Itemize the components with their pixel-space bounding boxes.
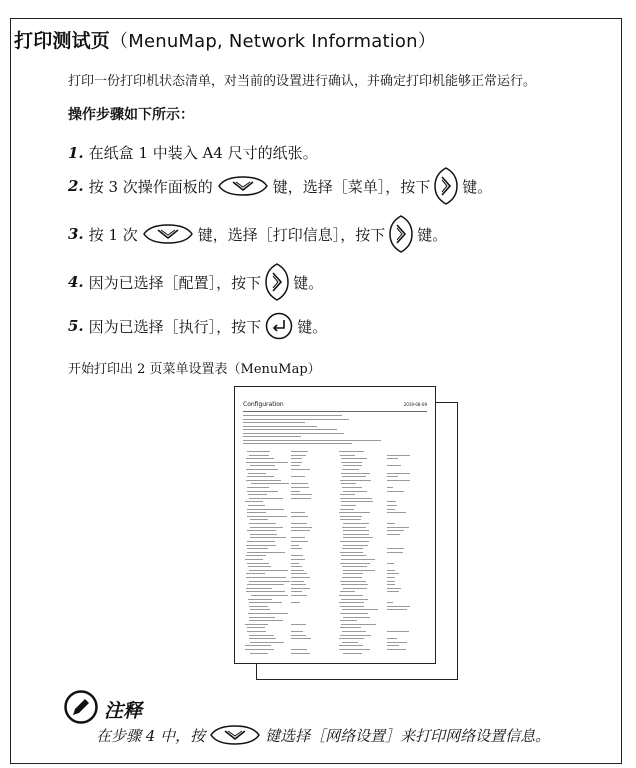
note-title: 注释: [104, 700, 143, 722]
sample-text-line: [291, 523, 307, 524]
page-title: 打印测试页（MenuMap, Network Information）: [14, 30, 436, 52]
sample-text-line: [340, 606, 364, 607]
sample-text-line: [246, 591, 285, 592]
sample-text-line: [343, 570, 375, 571]
sample-text-line: [343, 588, 367, 589]
sample-text-line: [342, 527, 366, 528]
sample-text-line: [250, 642, 284, 643]
step-2: 2. 按 3 次操作面板的 键，选择［菜单］，按下 键。: [68, 166, 492, 206]
sample-date: 2019-08-09: [403, 402, 427, 407]
sample-text-line: [291, 653, 310, 654]
sample-text-line: [339, 649, 370, 650]
sample-text-line: [247, 509, 284, 510]
intro-text: 打印一份打印机状态清单，对当前的设置进行确认，并确定打印机能够正常运行。: [68, 74, 537, 89]
sample-text-line: [387, 645, 399, 646]
sample-text-line: [243, 415, 342, 416]
sample-text-line: [387, 476, 398, 477]
sample-text-line: [341, 624, 376, 625]
sample-text-line: [247, 627, 265, 628]
sample-text-line: [387, 512, 406, 513]
sample-text-line: [342, 631, 366, 632]
sample-text-line: [340, 509, 354, 510]
sample-text-line: [247, 631, 266, 632]
sample-text-line: [291, 545, 299, 546]
sample-text-line: [246, 469, 278, 470]
enter-key-icon: [265, 312, 293, 340]
sample-text-line: [243, 436, 301, 437]
sample-text-line: [387, 548, 404, 549]
sample-text-line: [340, 552, 363, 553]
sample-text-line: [291, 527, 312, 528]
right-arrow-key-icon: [264, 262, 290, 302]
sample-text-line: [340, 613, 368, 614]
sample-text-line: [291, 649, 307, 650]
sample-text-line: [291, 530, 310, 531]
sample-text-line: [343, 491, 367, 492]
right-arrow-key-icon: [388, 214, 414, 254]
sample-text-line: [250, 519, 268, 520]
sample-text-line: [291, 581, 304, 582]
procedure-heading: 操作步骤如下所示：: [68, 107, 194, 123]
sample-text-line: [248, 505, 265, 506]
sample-text-line: [340, 519, 361, 520]
sample-text-line: [249, 606, 268, 607]
sample-text-line: [245, 559, 263, 560]
sample-text-line: [291, 487, 309, 488]
sample-text-line: [387, 563, 394, 564]
sample-text-line: [291, 512, 305, 513]
sample-text-line: [340, 620, 357, 621]
sample-rule: [243, 411, 427, 412]
sample-text-line: [291, 624, 306, 625]
note-text: 在步骤 4 中，按 键选择［网络设置］来打印网络设置信息。: [96, 724, 550, 746]
sample-text-line: [248, 473, 266, 474]
sample-text-line: [291, 577, 310, 578]
sample-text-line: [342, 577, 362, 578]
sample-text-line: [387, 501, 396, 502]
sample-text-line: [250, 537, 286, 538]
sample-text-line: [291, 451, 308, 452]
down-arrow-key-icon: [209, 724, 261, 746]
sample-text-line: [291, 563, 299, 564]
sample-text-line: [343, 617, 370, 618]
sample-text-line: [387, 473, 410, 474]
sample-text-line: [291, 631, 303, 632]
sample-text-line: [387, 577, 395, 578]
sample-text-line: [291, 635, 306, 636]
sample-text-line: [342, 609, 378, 610]
sample-text-line: [245, 624, 268, 625]
sample-text-line: [291, 588, 310, 589]
sample-text-line: [387, 465, 401, 466]
sample-text-line: [340, 581, 366, 582]
sample-text-line: [342, 566, 367, 567]
sample-text-line: [247, 487, 269, 488]
sample-text-line: [343, 465, 362, 466]
sample-text-line: [342, 548, 363, 549]
sample-text-line: [340, 494, 355, 495]
sample-text-line: [343, 530, 369, 531]
sample-text-line: [291, 602, 300, 603]
sample-text-line: [246, 573, 265, 574]
sample-text-line: [246, 588, 272, 589]
sample-text-line: [339, 595, 363, 596]
sample-text-line: [291, 462, 302, 463]
sample-text-line: [387, 505, 397, 506]
note-pencil-icon: [64, 690, 98, 724]
sample-text-line: [245, 649, 274, 650]
sample-text-line: [248, 566, 271, 567]
sample-text-line: [387, 552, 403, 553]
sample-text-line: [387, 527, 409, 528]
sample-text-line: [246, 458, 274, 459]
sample-text-line: [341, 501, 373, 502]
sample-text-line: [387, 591, 399, 592]
sample-text-line: [340, 591, 355, 592]
sample-text-line: [340, 498, 372, 499]
sample-text-line: [343, 545, 368, 546]
sample-text-line: [291, 584, 306, 585]
sample-text-line: [342, 469, 359, 470]
sample-text-line: [291, 566, 302, 567]
sample-text-line: [341, 473, 370, 474]
sample-text-line: [387, 458, 398, 459]
sample-text-line: [249, 635, 274, 636]
sample-text-line: [291, 469, 310, 470]
sample-text-line: [247, 548, 268, 549]
sample-text-line: [291, 555, 303, 556]
sample-text-line: [387, 570, 395, 571]
sample-text-line: [291, 458, 302, 459]
sample-text-line: [339, 451, 364, 452]
down-arrow-key-icon: [217, 175, 269, 197]
sample-text-line: [243, 429, 337, 430]
sample-text-line: [387, 642, 407, 643]
sample-text-line: [291, 483, 308, 484]
sample-text-line: [247, 451, 270, 452]
sample-text-line: [387, 609, 407, 610]
sample-text-line: [246, 545, 276, 546]
sample-text-line: [341, 505, 356, 506]
sample-text-line: [246, 462, 288, 463]
sample-text-line: [249, 638, 276, 639]
sample-text-line: [245, 645, 271, 646]
sample-text-line: [291, 465, 300, 466]
sample-text-line: [387, 573, 399, 574]
sample-text-line: [291, 476, 305, 477]
sample-text-line: [341, 483, 356, 484]
step-3: 3. 按 1 次 键，选择［打印信息］，按下 键。: [68, 214, 447, 254]
sample-text-line: [243, 419, 349, 420]
down-arrow-key-icon: [142, 223, 194, 245]
sample-text-line: [243, 443, 352, 444]
sample-text-line: [291, 548, 302, 549]
sample-text-line: [387, 638, 397, 639]
sample-text-line: [248, 613, 288, 614]
sample-text-line: [387, 602, 393, 603]
sample-text-line: [249, 455, 269, 456]
sample-text-line: [291, 573, 307, 574]
sample-page-1: [234, 386, 436, 664]
sample-text-line: [247, 530, 276, 531]
sample-text-line: [342, 476, 366, 477]
sample-text-line: [291, 498, 311, 499]
right-arrow-key-icon: [433, 166, 459, 206]
sample-text-line: [291, 541, 308, 542]
sample-text-line: [247, 584, 284, 585]
sample-text-line: [342, 487, 362, 488]
sample-text-line: [343, 523, 369, 524]
sample-text-line: [387, 584, 395, 585]
sample-text-line: [291, 595, 307, 596]
sample-text-line: [339, 512, 370, 513]
sample-title: Configuration: [243, 401, 284, 408]
sample-text-line: [291, 537, 305, 538]
sample-text-line: [339, 602, 364, 603]
sample-text-line: [243, 440, 381, 441]
sample-text-line: [340, 541, 369, 542]
sample-text-line: [341, 599, 368, 600]
sample-text-line: [291, 559, 305, 560]
sample-text-line: [247, 476, 274, 477]
sample-text-line: [341, 559, 375, 560]
sample-text-line: [248, 599, 272, 600]
sample-text-line: [249, 617, 275, 618]
sample-text-line: [291, 638, 311, 639]
sample-text-line: [291, 494, 312, 495]
sample-text-line: [250, 653, 268, 654]
sample-text-line: [249, 523, 276, 524]
sample-text-line: [340, 455, 355, 456]
sample-text-line: [387, 534, 400, 535]
sample-text-line: [339, 645, 363, 646]
sample-text-line: [249, 620, 283, 621]
sample-text-line: [243, 426, 317, 427]
sample-text-line: [246, 577, 286, 578]
sample-text-line: [291, 491, 300, 492]
sample-text-line: [291, 455, 306, 456]
sample-text-line: [387, 606, 410, 607]
sample-text-line: [343, 573, 363, 574]
sample-text-line: [341, 555, 366, 556]
sample-text-line: [387, 487, 393, 488]
sample-text-line: [250, 465, 275, 466]
sample-text-line: [387, 491, 404, 492]
sample-text-line: [291, 591, 302, 592]
sample-text-line: [243, 433, 344, 434]
sample-text-line: [251, 483, 289, 484]
sample-text-line: [341, 584, 368, 585]
step-4: 4. 因为已选择［配置］，按下 键。: [68, 262, 323, 302]
sample-text-line: [243, 422, 305, 423]
sample-text-line: [250, 534, 277, 535]
sample-text-line: [340, 516, 362, 517]
sample-text-line: [387, 588, 401, 589]
sample-text-line: [340, 627, 361, 628]
sample-text-line: [387, 581, 395, 582]
sample-text-line: [387, 509, 395, 510]
sample-text-line: [343, 534, 369, 535]
sample-text-line: [249, 570, 288, 571]
sample-text-line: [291, 516, 308, 517]
sample-text-line: [250, 527, 283, 528]
sample-text-line: [249, 581, 290, 582]
sample-text-line: [247, 552, 285, 553]
sample-text-line: [251, 595, 288, 596]
sample-text-line: [341, 462, 362, 463]
step-1: 1. 在纸盒 1 中装入 A4 尺寸的纸张。: [68, 143, 318, 162]
sample-text-line: [343, 653, 362, 654]
sample-text-line: [291, 570, 304, 571]
sample-text-line: [246, 480, 281, 481]
sample-text-line: [248, 494, 267, 495]
sample-text-line: [247, 563, 269, 564]
sample-text-line: [247, 512, 266, 513]
sample-text-line: [341, 458, 367, 459]
step-5: 5. 因为已选择［执行］，按下 键。: [68, 312, 327, 340]
sample-text-line: [245, 501, 263, 502]
sample-text-line: [339, 638, 364, 639]
sample-text-line: [247, 516, 287, 517]
sample-text-line: [249, 602, 282, 603]
sample-text-line: [247, 541, 275, 542]
sample-text-line: [340, 635, 371, 636]
sample-text-line: [387, 455, 410, 456]
sample-text-line: [387, 530, 404, 531]
sample-text-line: [249, 498, 283, 499]
sample-text-line: [387, 631, 409, 632]
sample-text-line: [387, 649, 406, 650]
sample-text-line: [387, 523, 395, 524]
sample-text-line: [340, 480, 371, 481]
sample-text-line: [246, 555, 266, 556]
sample-text-line: [250, 609, 270, 610]
sample-text-line: [247, 491, 278, 492]
sample-text-line: [342, 642, 358, 643]
print-start-text: 开始打印出 2 页菜单设置表（MenuMap）: [68, 362, 321, 377]
sample-text-line: [340, 563, 370, 564]
sample-text-line: [387, 480, 410, 481]
sample-text-line: [343, 537, 373, 538]
